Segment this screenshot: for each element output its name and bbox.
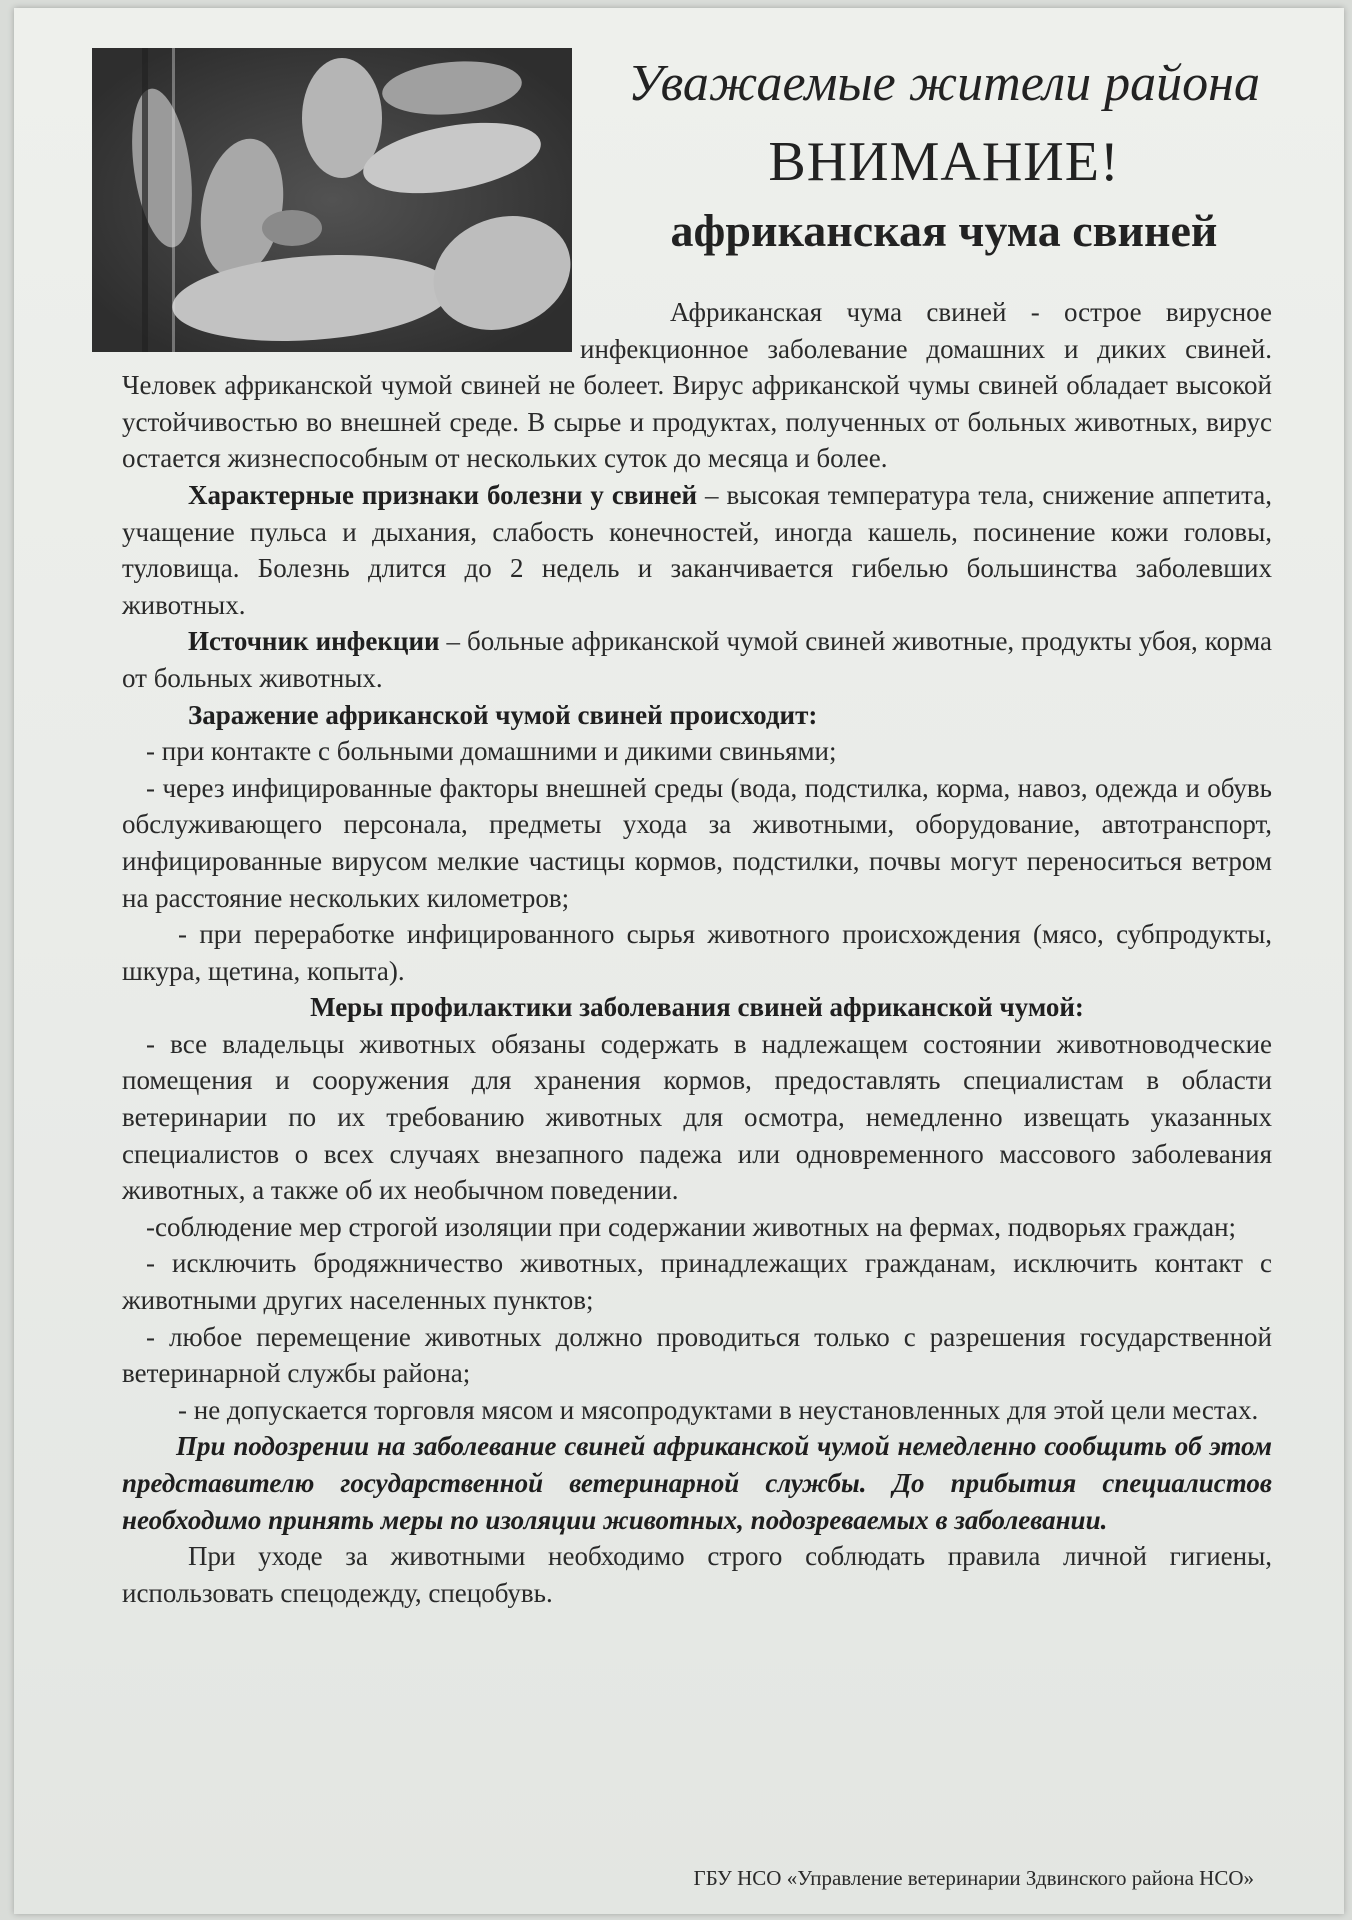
infection-item: - при переработке инфицированного сырья животного происхождения (мясо, субпродукты, шкура, щетина, копыта). <box>122 919 1272 986</box>
prevention-title: Меры профилактики заболевания свиней африканской чумой: <box>310 992 1084 1023</box>
infection-title: Заражение африканской чумой свиней происходит: <box>188 699 818 730</box>
source-text: – больные африканской чумой свиней животные, продукты убоя, корма от больных животных. <box>122 626 1272 693</box>
signs-paragraph <box>122 477 1272 623</box>
header-disease-title: африканская чума свиней <box>670 205 1218 256</box>
infection-item: - через инфицированные факторы внешней среды (вода, подстилка, корма, навоз, одежда и обувь обслуживающего персонала, предметы ухода за животными, оборудование, автотранспорт, инфицированные вирусом мелкие частицы кормов, подстилки, почвы могут переноситься ветром на расстояние нескольких километров; <box>122 772 1272 913</box>
intro-paragraph: Африканская чума свиней - острое вирусное инфекционное заболевание домашних и диких свиней. Человек африканской чумой свиней не болеет. Вирус африканской чумы свиней обладает высокой устойчивостью во внешней среде. В сырье и продуктах, полученных от больных животных, вирус остается жизнеспособным от нескольких суток до месяца и более. <box>122 297 1272 474</box>
signs-title: Характерные признаки болезни у свиней <box>188 479 698 510</box>
photo-text-wrap <box>122 294 580 366</box>
infection-item: - при контакте с больными домашними и дикими свиньями; <box>146 736 837 767</box>
source-paragraph <box>122 623 1272 696</box>
footer-organization: ГБУ НСО «Управление ветеринарии Здвинского района НСО» <box>693 1866 1254 1890</box>
hygiene-paragraph: При уходе за животными необходимо строго соблюдать правила личной гигиены, использовать спецодежду, спецобувь. <box>122 1541 1272 1608</box>
signs-text: – высокая температура тела, снижение аппетита, учащение пульса и дыхания, слабость конечностей, иногда кашель, посинение кожи головы, туловища. Болезнь длится до 2 недель и заканчивается гибелью большинства заболевших животных. <box>122 479 1272 620</box>
prevention-item: -соблюдение мер строгой изоляции при содержании животных на фермах, подворьях граждан; <box>146 1211 1237 1242</box>
header-greeting: Уважаемые жители района <box>628 55 1260 112</box>
prevention-item: - не допускается торговля мясом и мясопродуктами в неустановленных для этой цели местах. <box>178 1394 1259 1425</box>
header-attention: ВНИМАНИЕ! <box>768 131 1120 193</box>
prevention-item: - любое перемещение животных должно проводиться только с разрешения государственной ветеринарной службы района; <box>122 1321 1272 1389</box>
prevention-item: - исключить бродяжничество животных, принадлежащих гражданам, исключить контакт с животными других населенных пунктов; <box>122 1248 1272 1316</box>
notice-body <box>122 294 1272 1611</box>
source-title: Источник инфекции <box>188 626 440 657</box>
warning-paragraph: При подозрении на заболевание свиней африканской чумой немедленно сообщить об этом представителю государственной ветеринарной службы. До прибытия специалистов необходимо принять меры по изоляции животных, подозреваемых в заболевании. <box>122 1431 1272 1535</box>
prevention-item: - все владельцы животных обязаны содержать в надлежащем состоянии животноводческие помещения и сооружения для хранения кормов, предоставлять специалистам в области ветеринарии по их требованию животных для осмотра, немедленно извещать указанных специалистов о всех случаях внезапного падежа или одновременного массового заболевания животных, а также об их необычном поведении. <box>122 1028 1272 1206</box>
notice-sheet <box>14 8 1344 1914</box>
